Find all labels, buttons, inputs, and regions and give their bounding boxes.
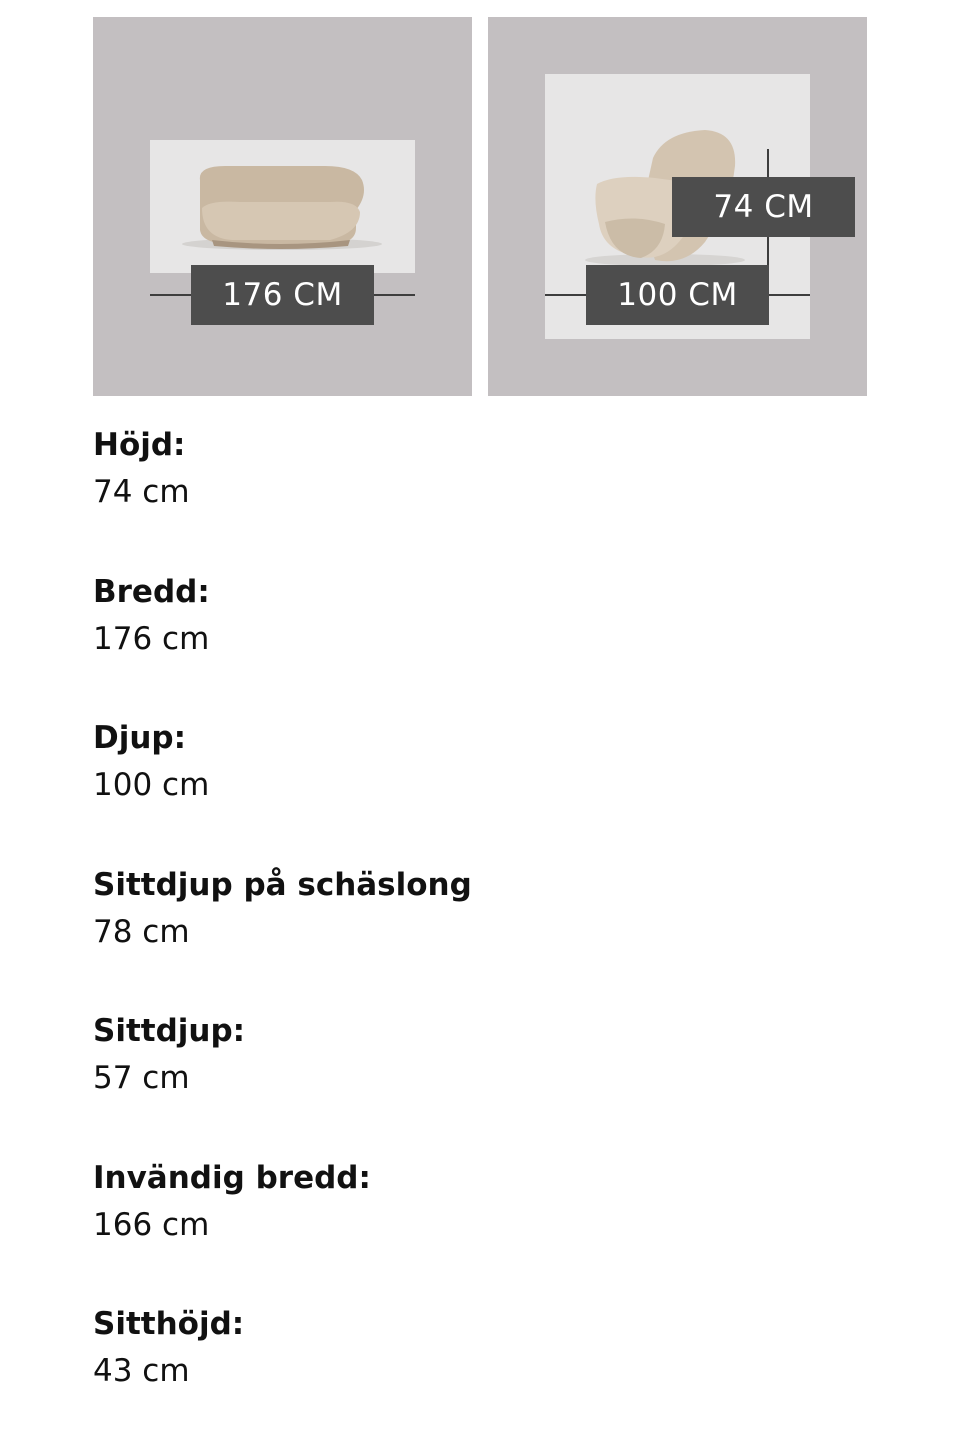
width-dimension-tag: 176 CM <box>191 265 374 325</box>
spec-value: 176 cm <box>93 620 210 657</box>
spec-label: Höjd: <box>93 427 186 463</box>
spec-item-depth <box>93 716 853 863</box>
spec-item-chaise-seat-depth <box>93 863 853 1010</box>
sofa-side-view-image <box>488 17 867 396</box>
spec-value: 78 cm <box>93 913 190 950</box>
spec-value: 43 cm <box>93 1353 190 1389</box>
spec-label: Bredd: <box>93 573 210 610</box>
spec-label: Sittdjup: <box>93 1013 246 1049</box>
spec-label: Invändig bredd: <box>93 1159 371 1196</box>
spec-item-inner-width <box>93 1156 853 1303</box>
spec-value: 57 cm <box>93 1060 190 1096</box>
spec-label: Sittdjup på schäslong <box>93 866 472 903</box>
spec-label: Djup: <box>93 720 187 756</box>
spec-value: 166 cm <box>93 1206 210 1243</box>
spec-item-seat-depth <box>93 1009 853 1156</box>
depth-dimension-tag: 100 CM <box>586 265 769 325</box>
spec-value: 74 cm <box>93 474 190 510</box>
spec-label: Sitthöjd: <box>93 1306 245 1342</box>
spec-item-height <box>93 423 853 570</box>
dimension-spec-list <box>93 423 853 1449</box>
sofa-front-view-image <box>93 17 472 396</box>
sofa-front-photo <box>150 140 415 273</box>
spec-item-seat-height <box>93 1302 853 1449</box>
height-dimension-tag: 74 CM <box>672 177 855 237</box>
spec-item-width <box>93 570 853 717</box>
spec-value: 100 cm <box>93 767 210 803</box>
